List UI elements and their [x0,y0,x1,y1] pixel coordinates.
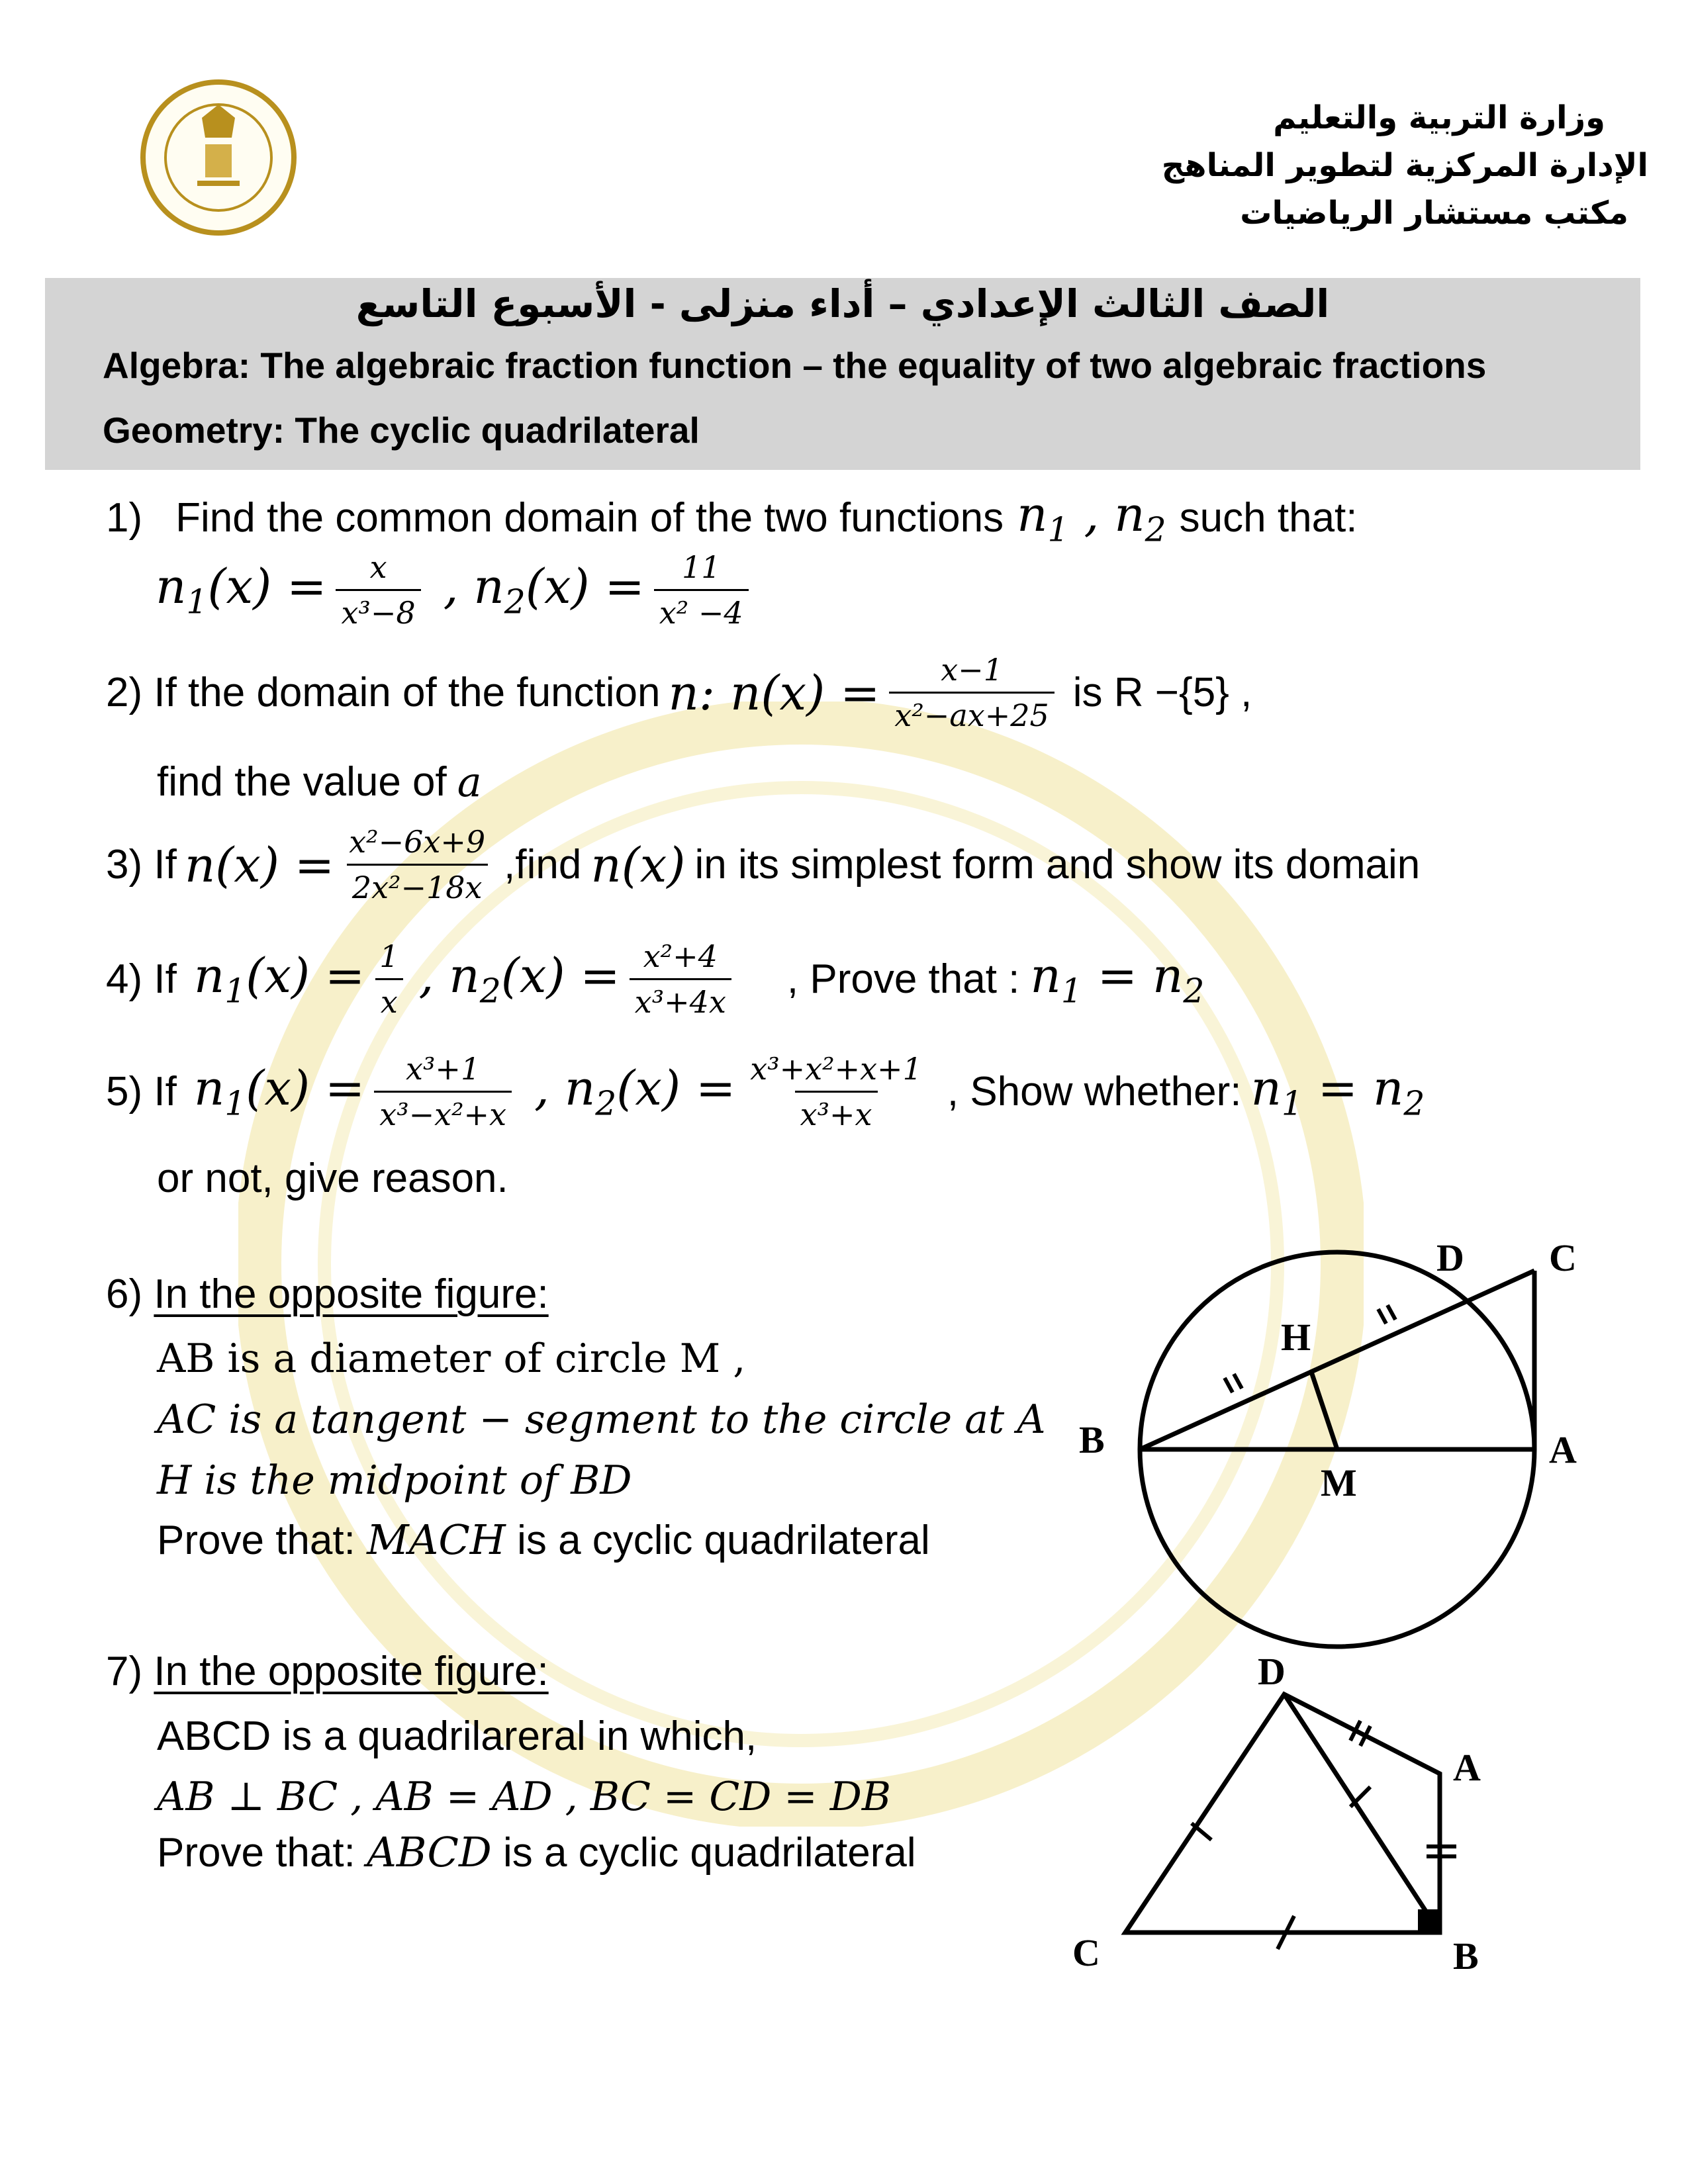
q3-intro: 3) If [106,842,177,887]
q5-tail: , Show whether: [947,1069,1242,1115]
q2-fraction: $\frac{x-1}{\text{x²−ax+25}}$ [889,652,1054,733]
q2-line2-text: find the value of [157,759,447,805]
fig6-tick1 [1225,1378,1233,1392]
q6-line1: AB is a diameter of circle M , [157,1336,746,1382]
figure-7-quadrilateral [1059,1648,1509,1992]
fig7-right-angle-mark [1418,1909,1440,1933]
q5-line1 [106,1051,1425,1132]
q2-line2 [157,758,482,806]
q5-intro: 5) If [106,1069,177,1115]
q1-formulas [156,549,758,631]
fig6-label-m: M [1321,1461,1357,1504]
q2-intro: 2) If the domain of the function [106,670,661,715]
fig6-chord-bc [1140,1271,1534,1449]
q3-line [106,824,1420,905]
fig6-label-c: C [1549,1236,1577,1279]
q1-n1-lhs: $n_1(x)$ = [156,559,327,621]
q3-lhs: n(x) = [184,837,335,893]
banner-geometry: Geometry: The cyclic quadrilateral [103,410,700,451]
fig7-label-b: B [1453,1934,1479,1978]
fig7-label-c: C [1072,1931,1100,1974]
q6-line4 [157,1516,930,1564]
q4-f1-fraction: $\frac{1}{x}$ [374,938,404,1020]
q3-tail: in its simplest form and show its domain [694,842,1421,887]
q6-cyclic: is a cyclic quadrilateral [517,1518,930,1563]
q3-nx: n(x) [590,837,686,893]
fig6-tick4 [1387,1305,1395,1320]
q6-heading: In the opposite figure: [154,1271,549,1317]
q6-quad: MACH [367,1516,506,1564]
q7-prove: Prove that: [157,1830,355,1876]
fig6-tick3 [1378,1309,1386,1324]
q4-n1-lhs: $n_1(x)$ = [193,948,365,1011]
q5-f1-fraction: $\frac{\text{x³+1}}{\text{x³−x²+x}}$ [374,1051,512,1132]
q7-number: 7) [106,1649,143,1694]
q3-fraction: $\frac{\text{x²−6x+9}}{\text{2x²−18x}}$ [344,824,491,905]
q5-equality: $n_1 = n_2$ [1250,1060,1425,1123]
fig6-tick2 [1234,1374,1242,1388]
fig7-label-d: D [1258,1650,1286,1693]
q4-f2-fraction: $\frac{\text{x²+4}}{\text{x³+4x}}$ [630,938,731,1020]
q4-n2-lhs: , $n_2(x)$ = [418,948,620,1011]
fig7-label-a: A [1453,1746,1481,1789]
q5-n1-lhs: $n_1(x)$ = [193,1060,365,1123]
q1-text-b: such that: [1179,494,1358,541]
q1-n1-fraction: $\frac{x}{\text{x³−8}}$ [336,549,420,631]
q5-f2-fraction: $\frac{\text{x³+x²+x+1}}{\text{x³+x}}$ [750,1051,922,1132]
q2-tail: is R −{5} , [1072,670,1252,715]
q1-number: 1) [106,494,143,541]
banner-algebra: Algebra: The algebraic fraction function – the equality of two algebraic fractions [103,345,1487,386]
q5-n2-lhs: , $n_2(x)$ = [534,1060,736,1123]
q7-cyclic: is a cyclic quadrilateral [502,1830,916,1876]
q1-n2-lhs: , $n_2(x)$ = [443,559,645,621]
q6-line2: AC is a tangent − segment to the circle at A [157,1396,1046,1443]
q4-equality: $n_1 = n_2$ [1030,948,1205,1011]
banner-arabic-title: الصف الثالث الإعدادي – أداء منزلى - الأسبوع التاسع [355,281,1330,326]
q6-prove: Prove that: [157,1518,355,1563]
q1-text-a: Find the common domain of the two functions [175,494,1004,541]
q4-intro: 4) If [106,956,177,1002]
header-ministry: وزارة التربية والتعليم [1273,99,1605,136]
q7-line1: ABCD is a quadrilareral in which, [157,1713,757,1759]
q3-mid: ,find [504,842,582,887]
q4-tail: , Prove that : [786,956,1020,1002]
q2-function: n: n(x) = [668,664,880,721]
fig6-segment-mh [1311,1370,1337,1449]
q1-n2-fraction: $\frac{11}{\text{x² −4}}$ [654,549,749,631]
q6-number: 6) [106,1271,143,1317]
fig6-label-h: H [1281,1316,1311,1359]
fig7-diagonal-db [1284,1694,1440,1933]
q1-line1 [106,486,1358,549]
q7-quad: ABCD [367,1828,492,1876]
q2-var-a: a [457,758,482,806]
q7-heading-row [106,1648,549,1695]
q7-line2: AB ⊥ BC , AB = AD , BC = CD = DB [157,1774,891,1820]
header-office: مكتب مستشار الرياضيات [1240,195,1628,232]
ministry-logo [139,78,298,237]
q7-line3 [157,1828,916,1876]
q6-heading-row [106,1271,549,1318]
fig6-label-b: B [1079,1418,1105,1461]
q2-line1 [106,652,1252,733]
fig6-label-a: A [1549,1428,1577,1471]
q4-line [106,938,1204,1020]
q7-heading: In the opposite figure: [154,1649,549,1694]
figure-6-circle [1059,1231,1628,1655]
q5-line2: or not, give reason. [157,1156,508,1201]
q6-line3: H is the midpoint of BD [157,1457,632,1504]
fig6-label-d: D [1436,1236,1464,1279]
header-department: الإدارة المركزية لتطوير المناهج [1161,147,1648,184]
q1-n1-n2: $n_1$ , $n_2$ [1017,486,1166,549]
fig7-outline [1125,1694,1440,1933]
